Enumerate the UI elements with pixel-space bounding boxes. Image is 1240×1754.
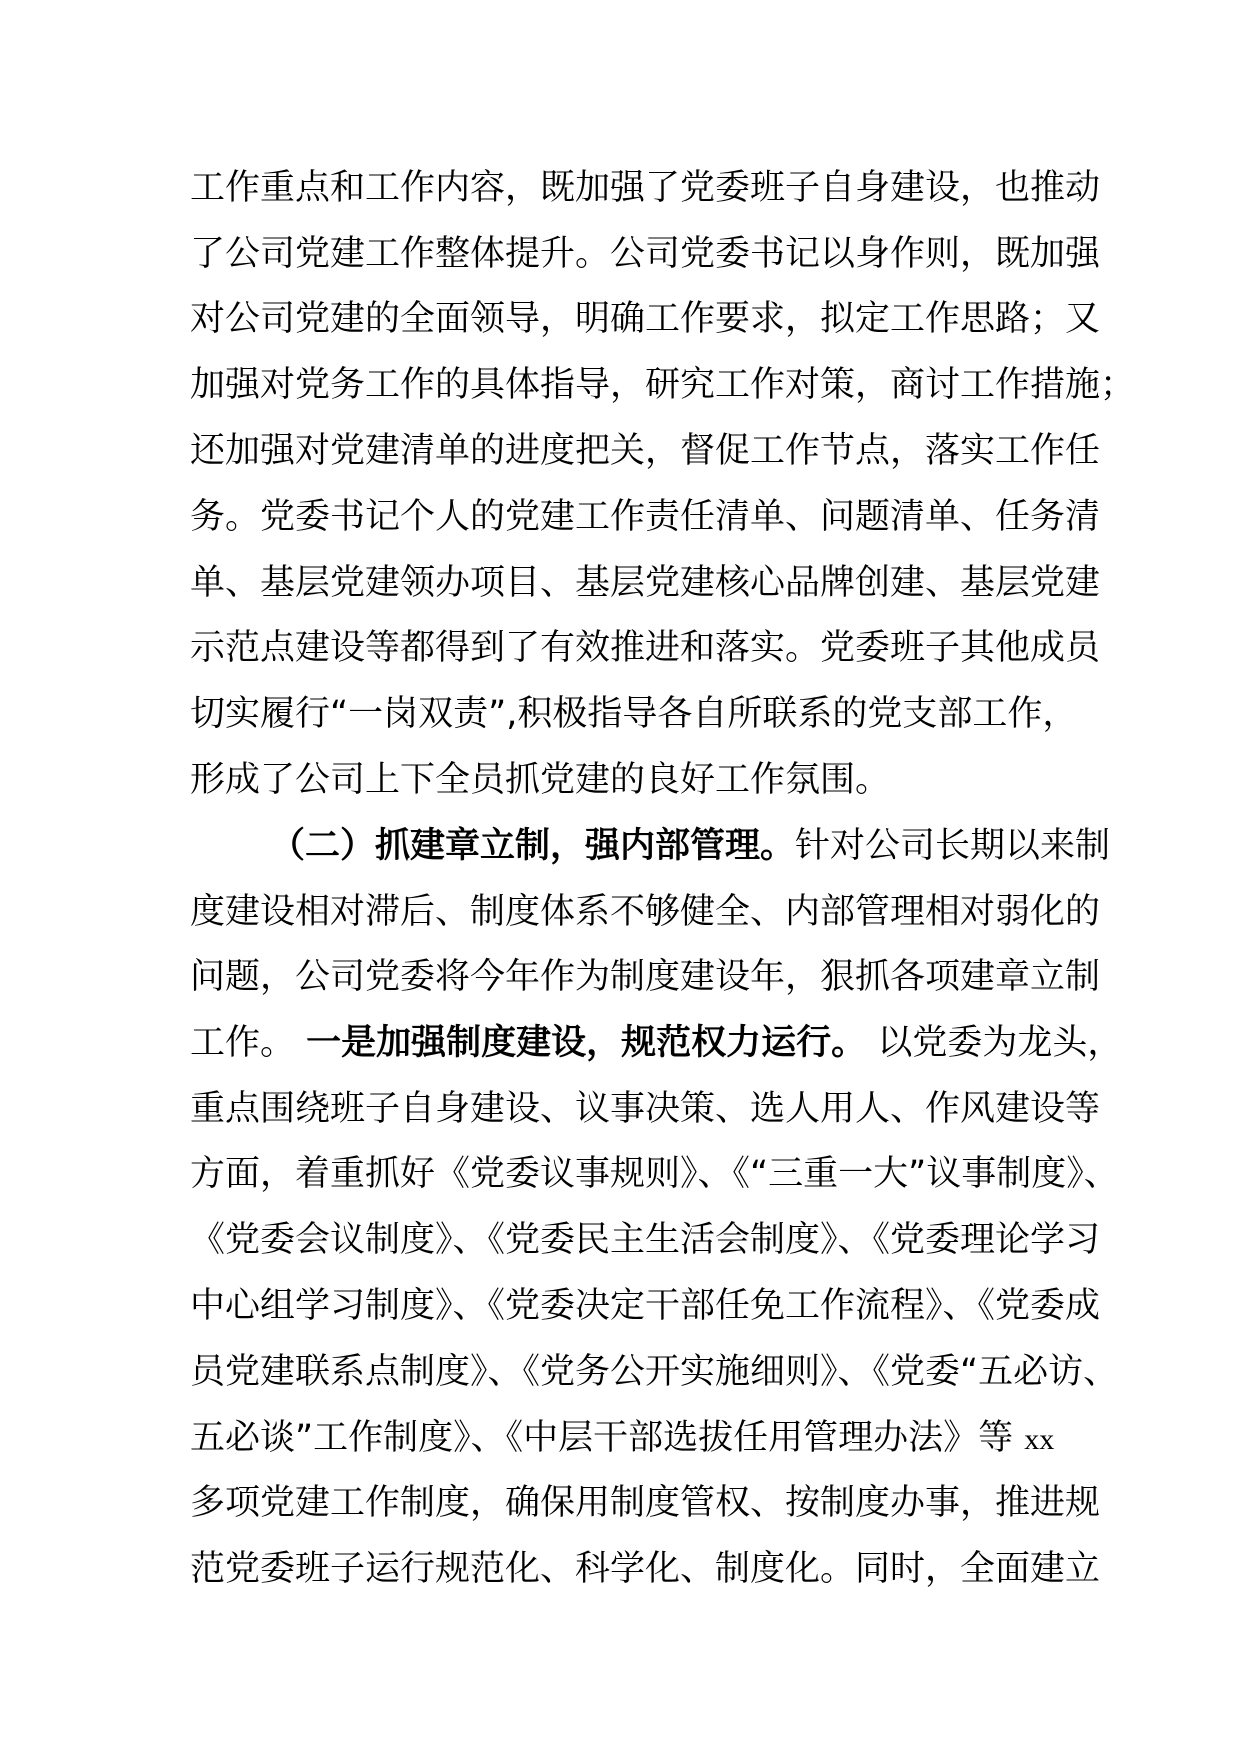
paragraph-line: 方面，着重抓好《党委议事规则》、《“三重一大”议事制度》、 <box>190 1154 1119 1194</box>
paragraph-line: 务。党委书记个人的党建工作责任清单、问题清单、任务清 <box>190 497 1101 537</box>
paragraph-line: 多项党建工作制度，确保用制度管权、按制度办事，推进规 <box>190 1483 1101 1523</box>
paragraph-text: 针对公司长期以来制 <box>795 826 1111 866</box>
paragraph-line: 示范点建设等都得到了有效推进和落实。党委班子其他成员 <box>190 628 1101 668</box>
paragraph-text: 工作。 <box>190 1023 296 1063</box>
paragraph-line: 单、基层党建领办项目、基层党建核心品牌创建、基层党建 <box>190 563 1101 603</box>
paragraph-line: 员党建联系点制度》、《党务公开实施细则》、《党委“五必访、 <box>190 1352 1119 1392</box>
paragraph-text: 以党委为龙头， <box>877 1023 1123 1063</box>
paragraph-line: 切实履行“一岗双责”,积极指导各自所联系的党支部工作， <box>190 694 1078 734</box>
paragraph-line: 《党委会议制度》、《党委民主生活会制度》、《党委理论学习 <box>190 1220 1101 1260</box>
paragraph-line: 问题，公司党委将今年作为制度建设年，狠抓各项建章立制 <box>190 957 1101 997</box>
section-heading: （二）抓建章立制，强内部管理。 <box>270 826 796 866</box>
placeholder-count: xx <box>1024 1423 1055 1456</box>
paragraph-line: 工作重点和工作内容，既加强了党委班子自身建设，也推动 <box>190 168 1101 208</box>
paragraph-line: 度建设相对滞后、制度体系不够健全、内部管理相对弱化的 <box>190 892 1101 932</box>
paragraph-line: 中心组学习制度》、《党委决定干部任免工作流程》、《党委成 <box>190 1286 1101 1326</box>
paragraph-line: 了公司党建工作整体提升。公司党委书记以身作则，既加强 <box>190 234 1101 274</box>
section-heading-line <box>270 818 1111 874</box>
paragraph-line: 形成了公司上下全员抓党建的良好工作氛围。 <box>190 760 891 800</box>
paragraph-line <box>190 1015 1123 1071</box>
paragraph-line <box>190 1410 1070 1466</box>
paragraph-line: 加强对党务工作的具体指导，研究工作对策，商讨工作措施； <box>190 365 1136 405</box>
paragraph-line: 重点围绕班子自身建设、议事决策、选人用人、作风建设等 <box>190 1089 1101 1129</box>
paragraph-line: 还加强对党建清单的进度把关，督促工作节点，落实工作任 <box>190 431 1101 471</box>
paragraph-line: 对公司党建的全面领导，明确工作要求，拟定工作思路；又 <box>190 299 1101 339</box>
subheading-text: 一是加强制度建设，规范权力运行。 <box>306 1023 867 1063</box>
paragraph-line: 范党委班子运行规范化、科学化、制度化。同时，全面建立 <box>190 1549 1101 1589</box>
paragraph-text: 五必谈”工作制度》、《中层干部选拔任用管理办法》等 <box>190 1418 1014 1458</box>
